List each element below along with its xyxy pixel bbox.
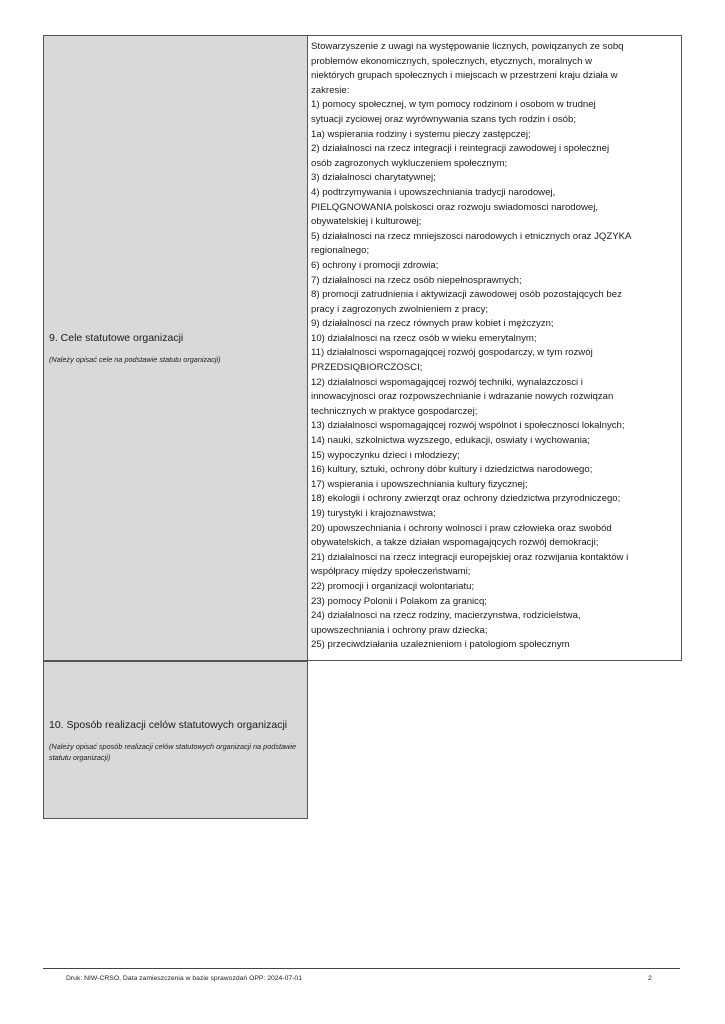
statute-goal-line: PIELQGNOWANIA polskosci oraz rozwoju swiadomosci narodowej,: [311, 201, 599, 213]
statute-goal-line: 15) wypoczynku dzieci i młodziezy;: [311, 449, 460, 461]
statute-goal-line: 17) wspierania i upowszechniania kultury fizycznej;: [311, 478, 528, 490]
statute-goal-line: 12) działalnosci wspomagajqcej rozwój techniki, wynalazczosci i: [311, 376, 583, 388]
statute-goal-line: 5) działalnosci na rzecz mniejszosci narodowych i etnicznych oraz JQZYKA: [311, 230, 632, 242]
statute-goal-line: 8) promocji zatrudnienia i aktywizacji zawodowej osób pozostajqcych bez: [311, 289, 622, 301]
statute-goal-line: 23) pomocy Polonii i Polakom za granicq;: [311, 595, 487, 607]
statute-goal-line: regionalnego;: [311, 245, 370, 257]
statute-goal-line: 1) pomocy społecznej, w tym pomocy rodzinom i osobom w trudnej: [311, 99, 596, 111]
section-9-content-cell: [308, 35, 682, 661]
statute-goal-line: sytuacji zyciowej oraz wyrównywania szans tych rodzin i osób;: [311, 113, 576, 125]
statute-goal-line: obywatelskich, a takze działan wspomagajqcych rozwój demokracji;: [311, 537, 599, 549]
statute-goal-line: problemów ekonomicznych, społecznych, etycznych, moralnych w: [311, 55, 593, 67]
statute-goal-line: 4) podtrzymywania i upowszechniania tradycji narodowej,: [311, 186, 556, 198]
statute-goal-line: 7) działalnosci na rzecz osób niepełnosprawnych;: [311, 274, 522, 286]
page-number: 2: [648, 975, 652, 982]
statute-goal-line: 11) działalnosci wspomagajqcej rozwój gospodarczy, w tym rozwój: [311, 347, 593, 359]
statute-goal-line: innowacyjnosci oraz rozpowszechnianie i wdrazanie nowych rozwiqzan: [311, 391, 614, 403]
statute-goal-line: niektórych grupach społecznych i miejscach w przestrzeni kraju działa w: [311, 70, 618, 82]
statute-goal-line: 13) działalnosci wspomagajqcej rozwój wspólnot i społecznosci lokalnych;: [311, 420, 625, 432]
statute-goal-line: 9) działalnosci na rzecz równych praw kobiet i mężczyzn;: [311, 318, 554, 330]
section-10-label-cell: [43, 661, 308, 819]
statute-goal-line: osób zagrozonych wykluczeniem społecznym;: [311, 157, 508, 169]
section-9-label-cell: [43, 35, 308, 661]
statute-goal-line: PRZEDSIQBIORCZOSCI;: [311, 362, 423, 374]
statute-goal-line: 24) działalnosci na rzecz rodziny, macierzynstwa, rodzicielstwa,: [311, 610, 581, 622]
statute-goal-line: 18) ekologii i ochrony zwierzqt oraz ochrony dziedzictwa przyrodniczego;: [311, 493, 621, 505]
statute-goal-line: 1a) wspierania rodziny i systemu pieczy zastępczej;: [311, 128, 531, 140]
statute-goal-line: 25) przeciwdziałania uzaleznieniom i patologiom społecznym: [311, 639, 570, 651]
statute-goal-line: 22) promocji i organizacji wolontariatu;: [311, 580, 475, 592]
statute-goal-line: 20) upowszechniania i ochrony wolnosci i praw człowieka oraz swobód: [311, 522, 612, 534]
section-9-title: 9. Cele statutowe organizacji: [49, 332, 184, 344]
statute-goal-line: 6) ochrony i promocji zdrowia;: [311, 259, 439, 271]
statute-goal-line: technicznych w praktyce gospodarczej;: [311, 405, 478, 417]
footer-divider: [43, 968, 680, 969]
statute-goal-line: 10) działalnosci na rzecz osób w wieku emerytalnym;: [311, 332, 537, 344]
footer-print-info: Druk: NIW-CRSO, Data zamieszczenia w bazie sprawozdań OPP: 2024-07-01: [66, 975, 302, 982]
statute-goal-line: 21) działalnosci na rzecz integracji europejskiej oraz rozwijania kontaktów i: [311, 551, 629, 563]
statute-goal-line: 19) turystyki i krajoznawstwa;: [311, 508, 436, 519]
statute-goal-line: upowszechniania i ochrony praw dziecka;: [311, 624, 488, 636]
statute-goal-line: zakresie:: [311, 84, 350, 96]
statute-goal-line: 3) działalnosci charytatywnej;: [311, 172, 436, 184]
statute-goal-line: pracy i zagrozonych zwolnieniem z pracy;: [311, 303, 489, 315]
statute-goal-line: obywatelskiej i kulturowej;: [311, 216, 422, 228]
statute-goal-line: Stowarzyszenie z uwagi na występowanie licznych, powiqzanych ze sobq: [311, 41, 624, 52]
section-10-hint: (Należy opisać sposób realizacji celów statutowych organizacji na podstawie statutu organizacji): [49, 741, 297, 762]
section-9-hint: (Należy opisać cele na podstawie statutu organizacji): [49, 355, 221, 364]
statute-goal-line: 2) działalnosci na rzecz integracji i reintegracji zawodowej i społecznej: [311, 143, 610, 155]
section-10-title: 10. Sposób realizacji celów statutowych organizacji: [49, 718, 288, 731]
statute-goal-line: współpracy między społeczeństwami;: [311, 566, 471, 578]
statute-goal-line: 16) kultury, sztuki, ochrony dóbr kultury i dziedzictwa narodowego;: [311, 464, 593, 476]
statute-goal-line: 14) nauki, szkolnictwa wyzszego, edukacji, oswiaty i wychowania;: [311, 435, 590, 447]
